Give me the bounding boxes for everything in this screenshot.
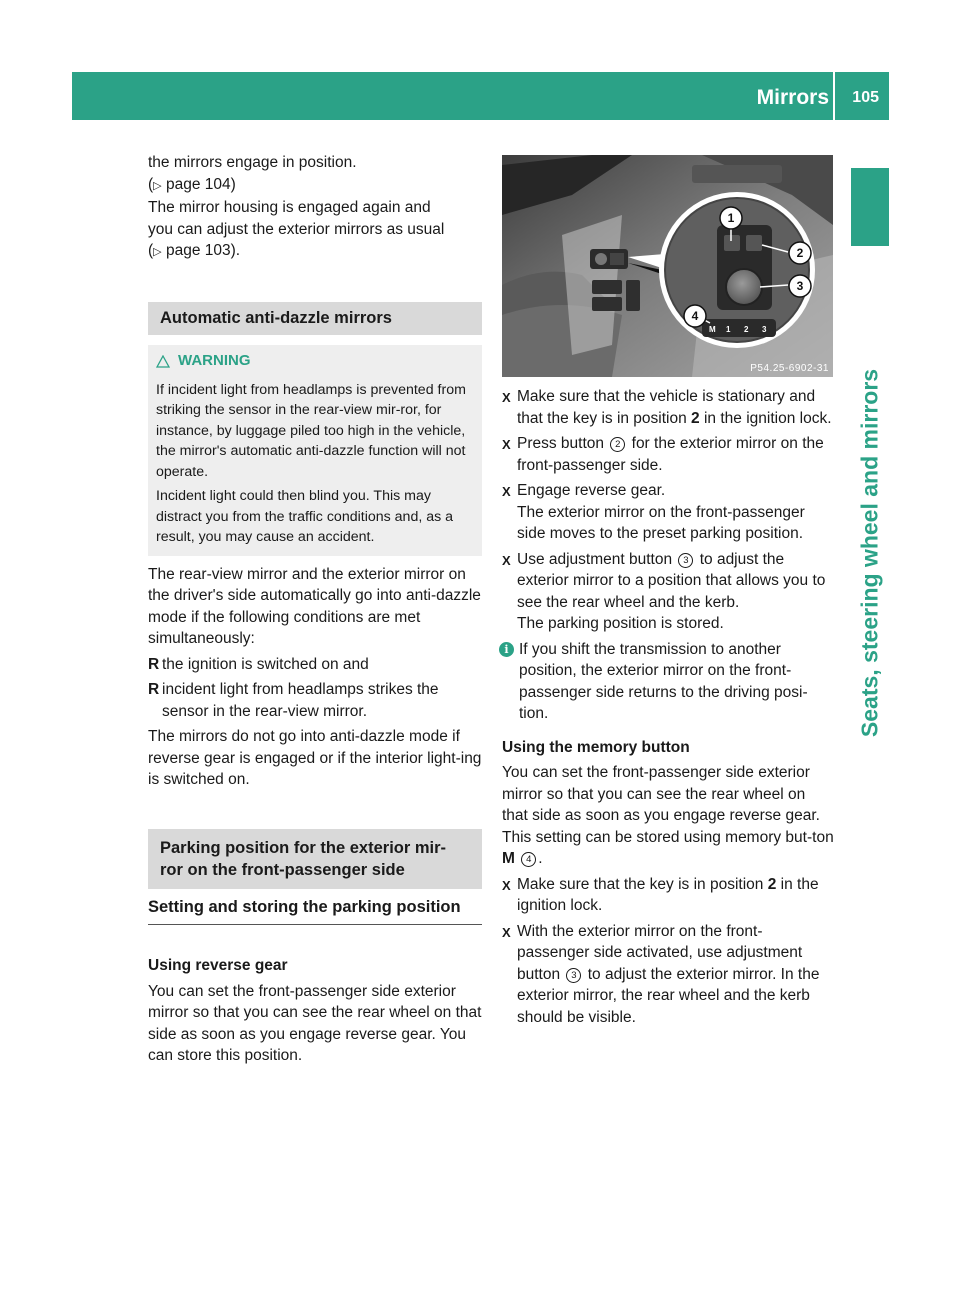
sub-heading: Setting and storing the parking position — [148, 897, 482, 926]
info-icon: i — [499, 642, 514, 657]
callout-number: 3 — [796, 279, 804, 293]
memory-button-label: 1 — [726, 325, 731, 334]
intro-line: The mirror housing is engaged again and — [148, 199, 431, 216]
step-marker-icon: X — [502, 552, 511, 568]
step-marker-icon: X — [502, 877, 511, 893]
paragraph-heading: Using the memory button — [502, 738, 690, 756]
list-item: X With the exterior mirror on the front-passenger side activated, use adjustment button 3 to adjust the exterior mirror. In the exterior mirror, the rear wheel and the kerb should be visible. — [502, 921, 834, 1029]
page-title: Mirrors — [756, 86, 829, 109]
header-bar — [72, 72, 889, 120]
left-column — [148, 152, 482, 1067]
door-panel-illustration — [502, 155, 833, 377]
step-marker-icon: X — [502, 437, 511, 452]
callout-number: 2 — [796, 246, 804, 260]
memory-button-label: 2 — [744, 325, 749, 334]
intro-line: (▷ page 103). — [148, 242, 241, 259]
bullet-icon: R — [148, 655, 160, 673]
intro-line: (▷ page 104) — [148, 175, 236, 193]
list-item: R incident light from headlamps strikes the sensor in the rear-view mirror. — [148, 679, 482, 722]
section-heading-parking-position: Parking position for the exterior mir- ror on the front-passenger side — [148, 829, 482, 889]
callout-number: 4 — [691, 309, 699, 323]
paragraph: You can set the front-passenger side exterior mirror so that you can see the rear wheel on that side as soon as you engage reverse gear. You can store this position. — [148, 982, 482, 1064]
paragraph-heading: Using reverse gear — [148, 957, 288, 974]
intro-line: you can adjust the exterior mirrors as usual — [148, 220, 445, 238]
memory-button-label: 3 — [762, 325, 767, 334]
info-note: i If you shift the transmission to another position, the exterior mirror on the front-passenger side returns to the driving posi-tion. — [502, 639, 834, 725]
page-ref-arrow-icon: ▷ — [153, 179, 162, 192]
paragraph: The mirrors do not go into anti-dazzle mode if reverse gear is engaged or if the interior light-ing is switched on. — [148, 728, 482, 788]
bullet-icon: R — [148, 681, 160, 698]
paragraph: You can set the front-passenger side exterior mirror so that you can see the rear wheel on that side as soon as you engage reverse gear. This setting can be stored using memory but-ton M 4 . — [502, 764, 834, 867]
callout-ref: 2 — [610, 437, 625, 452]
warning-text: If incident light from headlamps is prevented from striking the sensor in the rear-view mir-ror, for instance, by luggage piled too high in the vehicle, the mirror's automatic anti-dazzle function will not operate. — [156, 381, 466, 480]
chapter-label: Seats, steering wheel and mirrors — [856, 368, 883, 738]
warning-text: Incident light could then blind you. This may distract you from the traffic conditions and, as a result, you may cause an accident. — [156, 488, 454, 545]
section-heading-anti-dazzle: Automatic anti-dazzle mirrors — [148, 302, 482, 336]
step-marker-icon: X — [502, 924, 511, 940]
callout-ref: 3 — [678, 553, 693, 568]
warning-title: WARNING — [156, 351, 474, 372]
intro-line: the mirrors engage in position. — [148, 154, 357, 171]
chapter-tab — [851, 168, 889, 246]
list-item: X Engage reverse gear. The exterior mirror on the front-passenger side moves to the preset parking position. — [502, 480, 834, 545]
list-item: X Make sure that the key is in position 2 in the ignition lock. — [502, 874, 834, 917]
list-item: X Use adjustment button 3 to adjust the exterior mirror to a position that allows you to see the rear wheel and the kerb. The parking position is stored. — [502, 549, 834, 635]
memory-button-label: M — [709, 325, 716, 334]
step-marker-icon: X — [502, 484, 511, 499]
warning-triangle-icon — [156, 355, 170, 368]
callout-ref: 3 — [566, 968, 581, 983]
list-item: X Make sure that the vehicle is stationary and that the key is in position 2 in the ignition lock. — [502, 386, 834, 429]
callout-number: 1 — [727, 211, 735, 225]
warning-box — [148, 345, 482, 556]
door-controls-photo — [502, 155, 833, 377]
page-ref-arrow-icon: ▷ — [153, 246, 162, 258]
header-divider — [833, 72, 835, 120]
image-reference-code: P54.25-6902-31 — [750, 363, 829, 374]
step-marker-icon: X — [502, 390, 511, 405]
page-number: 105 — [852, 89, 879, 106]
right-column — [502, 386, 834, 1028]
list-item: R the ignition is switched on and — [148, 654, 482, 676]
callout-ref: 4 — [521, 852, 536, 867]
paragraph: The rear-view mirror and the exterior mirror on the driver's side automatically go into anti-dazzle mode if the following conditions are met simultaneously: — [148, 565, 481, 647]
list-item: X Press button 2 for the exterior mirror on the front-passenger side. — [502, 433, 834, 476]
